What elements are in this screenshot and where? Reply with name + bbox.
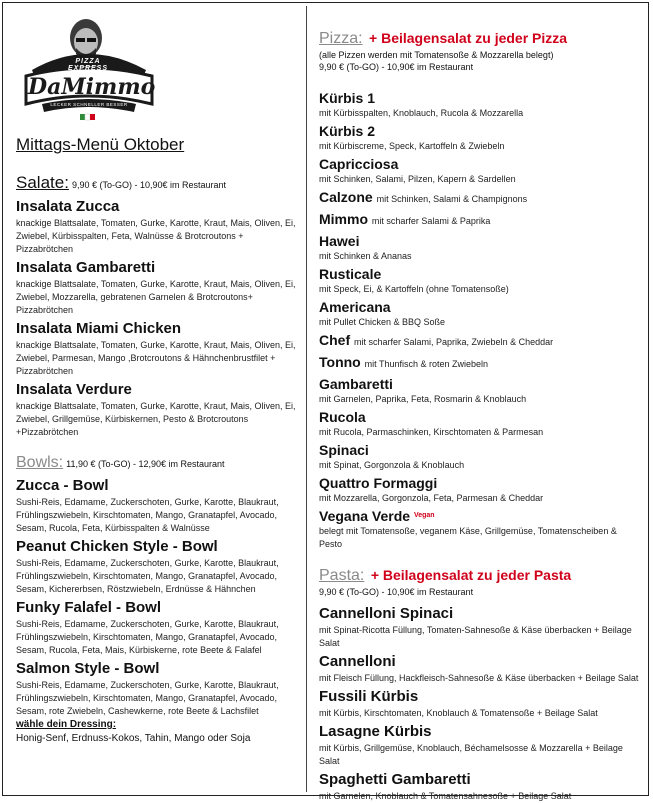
bowls-price: 11,90 € (To-GO) - 12,90€ im Restaurant (66, 459, 225, 469)
bowl-item-name: Funky Falafel - Bowl (16, 599, 162, 616)
salate-list (16, 197, 302, 439)
pizza-title: Pizza: (319, 30, 363, 47)
pizza-item-name: Tonno (319, 354, 361, 370)
pizza-item-desc: mit Spinat, Gorgonzola & Knoblauch (319, 460, 465, 470)
pizza-item-desc: mit scharfer Salami, Paprika, Zwiebeln & Cheddar (354, 337, 554, 347)
pasta-item-name: Fussili Kürbis (319, 688, 419, 705)
pizza-item-row (319, 507, 641, 525)
pasta-item-desc: mit Spinat-Ricotta Füllung, Tomaten-Sahnesoße & Käse überbacken + Beilage Salat (319, 625, 632, 648)
pasta-title: Pasta: (319, 567, 365, 584)
pasta-price: 9,90 € (To-GO) - 10,90€ im Restaurant (319, 587, 474, 597)
pizza-item-name: Vegana Verde (319, 508, 411, 524)
pizza-item-name: Chef (319, 332, 351, 348)
pizza-item-desc: mit Schinken & Ananas (319, 251, 412, 261)
salate-item-desc: knackige Blattsalate, Tomaten, Gurke, Karotte, Kraut, Mais, Oliven, Ei, Zwiebel, Mozzarella, gebratenen Garnelen & Brotcroutons+ Pizzabrötchen (16, 279, 296, 315)
salate-title: Salate: (16, 173, 69, 192)
pizza-item-desc: mit Kürbiscreme, Speck, Kartoffeln & Zwiebeln (319, 141, 505, 151)
salate-item-name: Insalata Miami Chicken (16, 320, 182, 337)
column-divider (306, 6, 307, 792)
pizza-note: (alle Pizzen werden mit Tomatensoße & Mozzarella belegt) (319, 50, 554, 60)
damimmo-logo (18, 8, 158, 126)
pizza-item-row (319, 353, 641, 373)
pizza-item-row (319, 210, 641, 230)
pizza-item-name: Rucola (319, 409, 366, 425)
pizza-extra: + Beilagensalat zu jeder Pizza (369, 30, 568, 46)
pizza-item-name: Gambaretti (319, 376, 393, 392)
left-column (16, 135, 302, 746)
pizza-item-desc: mit Garnelen, Paprika, Feta, Rosmarin & Knoblauch (319, 394, 527, 404)
bowl-item-name: Peanut Chicken Style - Bowl (16, 538, 218, 555)
pasta-item-name: Cannelloni (319, 653, 396, 670)
pasta-item-name: Spaghetti Gambaretti (319, 771, 471, 788)
vegan-badge: Vegan (413, 512, 435, 519)
pizza-item-desc: mit Rucola, Parmaschinken, Kirschtomaten & Parmesan (319, 427, 544, 437)
pasta-item-desc: mit Kürbis, Grillgemüse, Knoblauch, Béchamelsosse & Mozzarella + Beilage Salat (319, 743, 623, 766)
salate-item-name: Insalata Verdure (16, 381, 132, 398)
bowl-item-desc: Sushi-Reis, Edamame, Zuckerschoten, Gurke, Karotte, Blaukraut, Frühlingszwiebeln, Kirschtomaten, Mango, Granatapfel, Avocado, Sesam, Kichererbsen, Röstzwiebeln, Erdnüsse & Hähnchen (16, 558, 279, 594)
pizza-item-desc: mit Kürbisspalten, Knoblauch, Rucola & Mozzarella (319, 108, 524, 118)
salate-item-name: Insalata Zucca (16, 198, 120, 215)
pasta-list (319, 604, 641, 803)
logo-ribbon-text: PIZZA EXPRESS (67, 58, 109, 72)
bowl-item-desc: Sushi-Reis, Edamame, Zuckerschoten, Gurke, Karotte, Blaukraut, Frühlingszwiebeln, Kirschtomaten, Mango, Granatapfel, Avocado, Sesam, rote Zwiebeln, Cashewkerne, rote Beete & Lachsfilet (16, 680, 279, 716)
salate-item-desc: knackige Blattsalate, Tomaten, Gurke, Karotte, Kraut, Mais, Oliven, Ei, Zwiebel, Grillgemüse, Kürbiskernen, Pesto & Brotcroutons +Pizzabrötchen (16, 401, 296, 437)
pizza-price: 9,90 € (To-GO) - 10,90€ im Restaurant (319, 62, 474, 72)
salate-price: 9,90 € (To-GO) - 10,90€ im Restaurant (71, 180, 227, 190)
pizza-header (319, 28, 641, 49)
logo-tagline-text: LECKER SCHNELLER BESSER (50, 102, 128, 107)
bowls-title: Bowls: (16, 454, 64, 471)
bowls-header (16, 453, 302, 474)
bowls-list (16, 476, 302, 718)
pizza-item-name: Spinaci (319, 442, 369, 458)
pizza-list (319, 89, 641, 551)
pizza-item-name: Kürbis 1 (319, 90, 376, 106)
bowl-item-desc: Sushi-Reis, Edamame, Zuckerschoten, Gurke, Karotte, Blaukraut, Frühlingszwiebeln, Kirschtomaten, Mango, Granatapfel, Avocado, Sesam, Rucola, Feta, Mais, Kürbiskerne, rote Beete & Falafel (16, 619, 279, 655)
logo-brand-text: DaMimmo (28, 74, 156, 100)
pasta-item-name: Cannelloni Spinaci (319, 605, 454, 622)
pasta-extra: + Beilagensalat zu jeder Pasta (370, 567, 572, 583)
bowl-item-name: Zucca - Bowl (16, 477, 109, 494)
pizza-item-row (319, 188, 641, 208)
pizza-item-name: Mimmo (319, 211, 368, 227)
pizza-item-name: Capricciosa (319, 156, 399, 172)
pizza-item-row (319, 331, 641, 351)
pizza-item-name: Hawei (319, 233, 360, 249)
pizza-item-desc: belegt mit Tomatensoße, veganem Käse, Grillgemüse, Tomatenscheiben & Pesto (319, 526, 617, 549)
pizza-item-name: Kürbis 2 (319, 123, 376, 139)
pizza-item-desc: mit Pullet Chicken & BBQ Soße (319, 317, 446, 327)
menu-title: Mittags-Menü Oktober (16, 135, 185, 154)
pasta-item-name: Lasagne Kürbis (319, 723, 432, 740)
pizza-item-name: Quattro Formaggi (319, 475, 438, 491)
pasta-header (319, 565, 641, 586)
pizza-item-name: Americana (319, 299, 391, 315)
pizza-item-desc: mit Schinken, Salami, Pilzen, Kapern & Sardellen (319, 174, 516, 184)
bowl-item-name: Salmon Style - Bowl (16, 660, 160, 677)
pizza-item-desc: mit Mozzarella, Gorgonzola, Feta, Parmesan & Cheddar (319, 493, 544, 503)
pasta-item-desc: mit Kürbis, Kirschtomaten, Knoblauch & Tomatensoße + Beilage Salat (319, 708, 598, 718)
pizza-item-name: Rusticale (319, 266, 382, 282)
pizza-item-desc: mit Thunfisch & roten Zwiebeln (364, 359, 489, 369)
pizza-item-desc: mit scharfer Salami & Paprika (371, 216, 491, 226)
pizza-item-desc: mit Schinken, Salami & Champignons (376, 194, 528, 204)
pizza-item-desc: mit Speck, Ei, & Kartoffeln (ohne Tomatensoße) (319, 284, 509, 294)
bowl-item-desc: Sushi-Reis, Edamame, Zuckerschoten, Gurke, Karotte, Blaukraut, Frühlingszwiebeln, Kirschtomaten, Mango, Granatapfel, Avocado, Sesam, Rucola, Feta, Kürbisspalten & Walnüsse (16, 497, 279, 533)
right-column (319, 28, 641, 803)
dressing-options: Honig-Senf, Erdnuss-Kokos, Tahin, Mango oder Soja (16, 733, 251, 744)
pizza-item-name: Calzone (319, 189, 373, 205)
salate-item-desc: knackige Blattsalate, Tomaten, Gurke, Karotte, Kraut, Mais, Oliven, Ei, Zwiebel, Parmesan, Mango ,Brotcroutons & Hähnchenbrustfilet + Pizzabrötchen (16, 340, 296, 376)
salate-item-desc: knackige Blattsalate, Tomaten, Gurke, Karotte, Kraut, Mais, Oliven, Ei, Zwiebel, Kürbisspalten, Feta, Walnüsse & Brotcroutons + Pizzabrötchen (16, 218, 296, 254)
pasta-item-desc: mit Garnelen, Knoblauch & Tomatensahnesoße + Beilage Salat (319, 791, 572, 801)
pasta-item-desc: mit Fleisch Füllung, Hackfleisch-Sahnesoße & Käse überbacken + Beilage Salat (319, 673, 639, 683)
salate-item-name: Insalata Gambaretti (16, 259, 156, 276)
dressing-label: wähle dein Dressing: (16, 719, 117, 730)
salate-header (16, 173, 302, 195)
